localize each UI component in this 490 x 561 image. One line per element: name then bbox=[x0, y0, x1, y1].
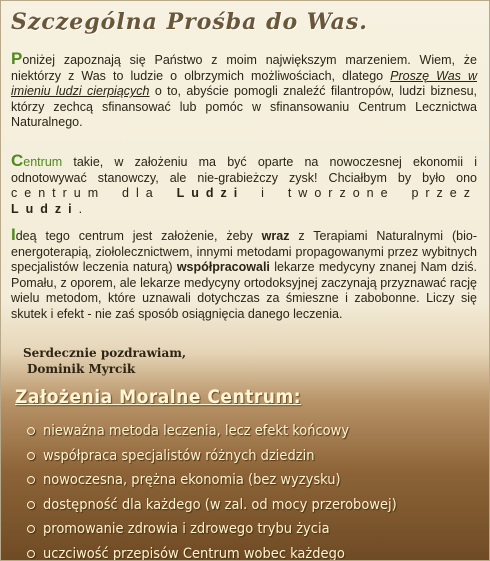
moral-principles-title: Założenia Moralne Centrum: bbox=[15, 386, 302, 408]
bullet-icon bbox=[27, 525, 35, 533]
centrum-period: . bbox=[78, 201, 83, 216]
idea-cap-rest: deą bbox=[15, 229, 37, 243]
idea-bold-wspolpracowali: współpracowali bbox=[176, 260, 270, 275]
centrum-bold-ludzi-2: Ludzi bbox=[11, 201, 79, 216]
paragraph-intro bbox=[11, 49, 478, 131]
list-item bbox=[27, 468, 397, 493]
bullet-icon bbox=[27, 501, 35, 509]
list-item bbox=[27, 517, 397, 542]
appeal-link[interactable]: Proszę Was w imieniu ludzi cierpiących bbox=[11, 68, 477, 99]
centrum-spaced-2: i tworzone przez bbox=[244, 186, 478, 201]
intro-text-b: o to, abyście pomogli znaleźć filantropów, ludzi biznesu, którzy zechcą sfinansować lub pomóc w sfinansowaniu Centrum Lecznictwa Naturalnego. bbox=[11, 84, 478, 130]
idea-text-a: tego centrum jest założenie, żeby bbox=[36, 229, 262, 243]
idea-text-c: lekarze medycyny znanej Nam dziś. Pomału, z oporem, ale lekarze medycyny ortodoksyjnej zaczynają przyznawać rację wielu metodom, które uznawali dotychczas za śmieszne i zabobonne. Liczy się skutek i efekt - nie zaś sposób osiągnięcia danego leczenia. bbox=[11, 260, 477, 321]
list-item-label: promowanie zdrowia i zdrowego trybu życia bbox=[43, 521, 330, 538]
centrum-cap-rest: entrum bbox=[23, 155, 63, 169]
centrum-spaced-1: centrum dla bbox=[11, 186, 177, 201]
list-item-label: współpraca specjalistów różnych dziedzin bbox=[43, 447, 315, 464]
page-title: Szczególna Prośba do Was. bbox=[11, 9, 368, 35]
list-item bbox=[27, 542, 397, 561]
bullet-icon bbox=[27, 452, 35, 460]
bullet-icon bbox=[27, 476, 35, 484]
signature bbox=[23, 345, 186, 377]
signature-greeting: Serdecznie pozdrawiam, bbox=[23, 346, 187, 360]
paragraph-idea bbox=[11, 225, 478, 323]
bullet-icon bbox=[27, 427, 35, 435]
list-item bbox=[27, 493, 397, 518]
signature-name: Dominik Myrcik bbox=[27, 362, 136, 376]
paragraph-centrum bbox=[11, 151, 478, 217]
drop-cap: C bbox=[11, 151, 24, 170]
drop-cap: I bbox=[11, 225, 16, 244]
list-item bbox=[27, 444, 397, 469]
list-item-label: dostępność dla każdego (w zal. od mocy przerobowej) bbox=[43, 496, 397, 513]
intro-text-a: oniżej zapoznają się Państwo z moim największym marzeniem. Wiem, że niektórzy z Was to ludzie o olbrzymich możliwościach, dlatego bbox=[11, 53, 477, 83]
list-item-label: uczciwość przepisów Centrum wobec każdego bbox=[43, 545, 345, 561]
idea-bold-wraz: wraz bbox=[261, 229, 290, 243]
list-item bbox=[27, 419, 397, 444]
centrum-bold-ludzi-1: Ludzi bbox=[176, 186, 245, 201]
idea-text-b: z Terapiami Naturalnymi (bio-energoterapią, ziołolecznictwem, innymi metodami propagowanymi przez wybitnych specjalistów leczenia naturą) bbox=[11, 229, 478, 275]
centrum-text-a: takie, w założeniu ma być oparte na nowoczesnej ekonomii i odnotowywać stanowczy, ale nie-grabieżczy zysk! Chciałbym by było ono bbox=[11, 155, 477, 185]
drop-cap: P bbox=[11, 49, 23, 68]
list-item-label: nieważna metoda leczenia, lecz efekt końcowy bbox=[43, 423, 350, 440]
moral-principles-list bbox=[27, 419, 397, 561]
bullet-icon bbox=[27, 550, 35, 558]
list-item-label: nowoczesna, prężna ekonomia (bez wyzysku) bbox=[43, 472, 341, 489]
